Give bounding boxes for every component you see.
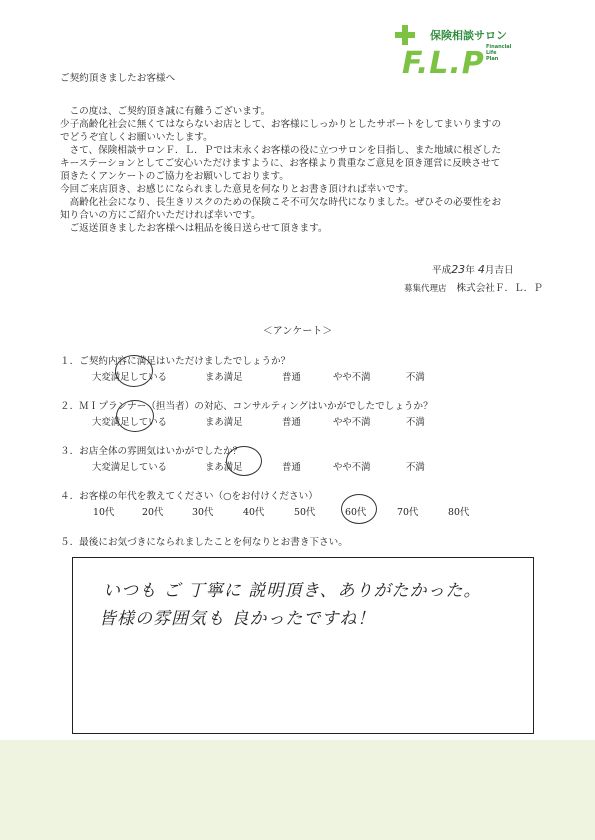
selection-circle	[226, 446, 262, 476]
option[interactable]: 30代	[192, 507, 214, 518]
selection-circle	[115, 355, 153, 387]
intro-line: さて、保険相談サロンＦ．Ｌ．Ｐでは末永くお客様の役に立つサロンを目指し、また地域に根ざした	[60, 145, 502, 156]
question-1: １．ご契約内容に満足はいただけましたでしょうか？	[60, 356, 291, 367]
handwritten-comment-line: 皆様の雰囲気も 良かったですね！	[99, 609, 376, 629]
intro-line: 少子高齢化社会に無くてはならないお店として、お客様にしっかりとしたサポートをしてまいりますの	[60, 119, 502, 130]
intro-line: ご返送頂きましたお客様へは粗品を後日送らせて頂きます。	[60, 223, 328, 234]
option[interactable]: 不満	[406, 417, 425, 428]
option[interactable]: 70代	[397, 507, 419, 518]
option[interactable]: 80代	[448, 507, 470, 518]
selection-circle	[116, 400, 154, 432]
agent-name: 株式会社Ｆ．Ｌ．Ｐ	[456, 283, 543, 294]
option[interactable]: やや不満	[333, 417, 371, 428]
intro-text	[60, 93, 560, 235]
option[interactable]: 大変満足している	[92, 417, 168, 428]
question-2: ２．ＭＩプランナー（担当者）の対応、コンサルティングはいかがでしたでしょうか？	[60, 401, 433, 412]
intro-line: キーステーションとしてご安心いただけますように、お客様より貴重なご意見を頂き運営に反映させて	[60, 158, 501, 169]
date-prefix: 平成	[432, 265, 452, 276]
comment-box[interactable]	[72, 557, 534, 734]
logo-sub-line: Plan	[486, 56, 499, 62]
date-line	[432, 262, 514, 276]
option[interactable]: まあ満足	[205, 417, 243, 428]
option[interactable]: 40代	[243, 507, 265, 518]
date-month-handwritten: 4	[477, 263, 485, 276]
logo-subtitle	[486, 44, 511, 62]
logo-mark-text: F.L.P	[402, 46, 485, 81]
logo-sub-line: Financial	[486, 44, 512, 50]
option[interactable]: 普通	[282, 462, 301, 473]
date-year-handwritten: 23	[451, 263, 466, 276]
salutation: ご契約頂きましたお客様へ	[60, 73, 176, 84]
option[interactable]: 20代	[142, 507, 164, 518]
intro-line: 知り合いの方にご紹介いただければ幸いです。	[60, 210, 261, 221]
question-4: ４．お客様の年代を教えてください（○をお付けください）	[60, 491, 318, 502]
survey-title: ＜アンケート＞	[262, 326, 333, 337]
intro-line: 今回ご来店頂き、お感じになられました意見を何なりとお書き頂ければ幸いです。	[60, 184, 414, 195]
option[interactable]: 大変満足している	[92, 372, 168, 383]
company-logo	[394, 24, 574, 86]
option[interactable]: 不満	[406, 462, 425, 473]
intro-line: 頂きたくアンケートのご協力をお願いしております。	[60, 171, 289, 182]
option[interactable]: 普通	[282, 417, 301, 428]
date-suffix: 月吉日	[484, 265, 514, 276]
option[interactable]: 大変満足している	[92, 462, 168, 473]
option[interactable]: やや不満	[333, 462, 371, 473]
footer-band	[0, 740, 595, 840]
logo-sub-line: Life	[486, 50, 497, 56]
intro-line: でどうぞ宜しくお願いいたします。	[60, 132, 213, 143]
plus-cross-icon	[394, 24, 416, 46]
question-5: ５．最後にお気づきになられましたことを何なりとお書き下さい。	[60, 537, 348, 548]
handwritten-comment-line: いつも ご 丁寧に 説明頂き、ありがたかった。	[103, 581, 482, 601]
question-3: ３．お店全体の雰囲気はいかがでしたか？	[60, 446, 243, 457]
selection-circle	[341, 494, 377, 524]
agent-label: 募集代理店	[404, 284, 447, 294]
date-mid: 年	[465, 265, 475, 276]
option[interactable]: 60代	[345, 507, 367, 518]
agent-line	[404, 280, 543, 294]
intro-line: この度は、ご契約頂き誠に有難うございます。	[60, 106, 271, 117]
intro-line: 高齢化社会になり、長生きリスクのための保険こそ不可欠な時代になりました。ぜひその必要性をお	[60, 197, 502, 208]
option[interactable]: 普通	[282, 372, 301, 383]
logo-brand-text: 保険相談サロン	[430, 29, 507, 42]
option[interactable]: 10代	[93, 507, 115, 518]
option[interactable]: 不満	[406, 372, 425, 383]
option[interactable]: まあ満足	[205, 372, 243, 383]
option[interactable]: やや不満	[333, 372, 371, 383]
option[interactable]: 50代	[294, 507, 316, 518]
option[interactable]: まあ満足	[205, 462, 243, 473]
